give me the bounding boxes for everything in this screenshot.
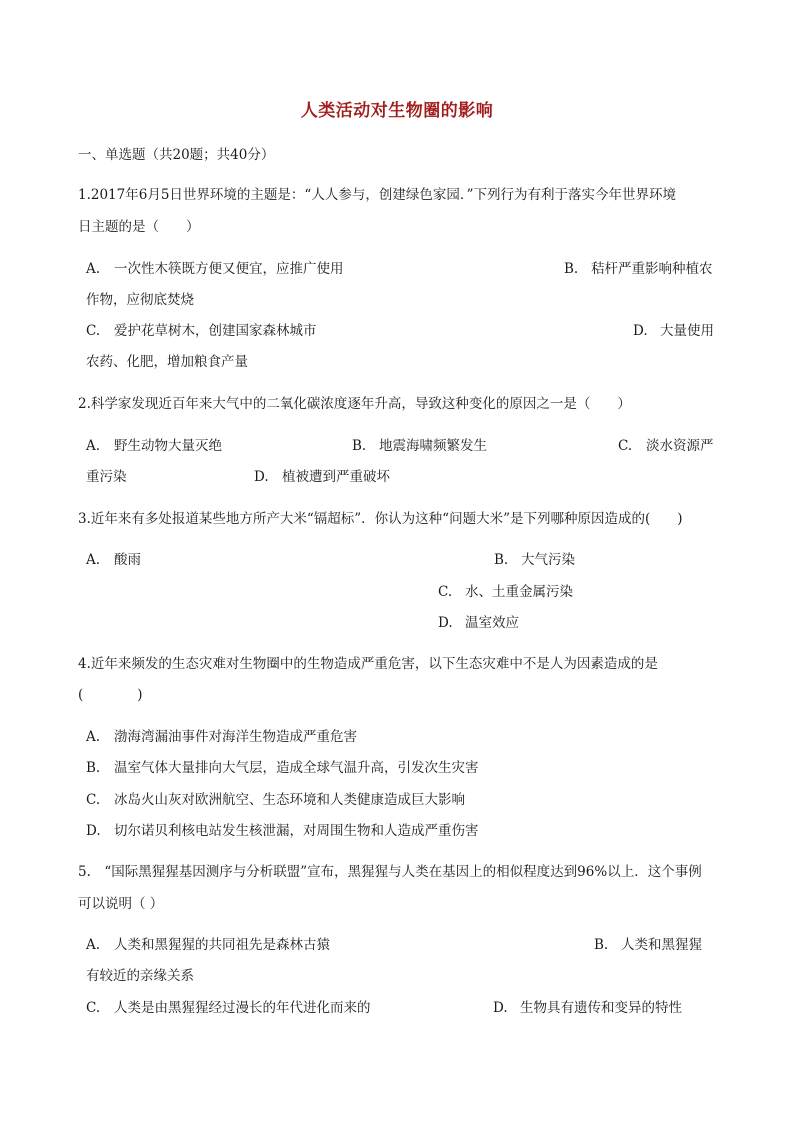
q5-option-c-label: C. xyxy=(86,1000,101,1016)
q2-option-c-text-cont: 重污染 xyxy=(86,469,127,485)
q2-option-b-label: B. xyxy=(352,438,367,454)
q5-option-b-text: 人类和黑猩猩 xyxy=(621,937,702,953)
q4-option-a-text: 渤海湾漏油事件对海洋生物造成严重危害 xyxy=(114,729,357,745)
q1-option-b-text-cont: 作物，应彻底焚烧 xyxy=(86,292,194,308)
q2-option-d-label: D. xyxy=(254,469,269,485)
section-heading: 一、单选题（共20题；共40分） xyxy=(78,147,275,163)
q5-stem-line1: 5. “国际黑猩猩基因测序与分析联盟”宣布，黑猩猩与人类在基因上的相似程度达到96%以上．这个事例 xyxy=(78,864,702,880)
q2-stem: 2.科学家发现近百年来大气中的二氧化碳浓度逐年升高，导致这种变化的原因之一是（ ） xyxy=(78,396,631,412)
page-title: 人类活动对生物圈的影响 xyxy=(300,101,494,121)
q1-stem-line1: 1.2017年6月5日世界环境的主题是：“人人参与，创建绿色家园．”下列行为有利于落实今年世界环境 xyxy=(78,187,676,203)
q1-option-d-label: D. xyxy=(633,323,648,339)
q5-option-a-text: 人类和黑猩猩的共同祖先是森林古猿 xyxy=(114,937,330,953)
q3-option-b-text: 大气污染 xyxy=(521,552,575,568)
q4-option-c-label: C. xyxy=(86,792,101,808)
q2-option-c-label: C. xyxy=(618,438,633,454)
q3-option-c-label: C. xyxy=(438,584,453,600)
q2-option-a-text: 野生动物大量灭绝 xyxy=(114,438,222,454)
q4-stem-line1: 4.近年来频发的生态灾难对生物圈中的生物造成严重危害，以下生态灾难中不是人为因素造成的是 xyxy=(78,656,658,672)
q4-stem-line2: ( ) xyxy=(78,687,143,703)
q4-option-a-label: A. xyxy=(86,729,101,745)
q5-option-d-label: D. xyxy=(493,1000,508,1016)
q5-stem-line2: 可以说明（ ） xyxy=(78,896,164,912)
q5-option-d-text: 生物具有遗传和变异的特性 xyxy=(520,1000,682,1016)
q3-option-a-label: A. xyxy=(86,552,101,568)
q1-option-a-label: A. xyxy=(86,261,101,277)
q1-option-b-text: 秸杆严重影响种植农 xyxy=(591,261,713,277)
q1-option-c-text: 爱护花草树木，创建国家森林城市 xyxy=(114,323,317,339)
q4-option-d-label: D. xyxy=(86,823,101,839)
q2-option-d-text: 植被遭到严重破坏 xyxy=(282,469,390,485)
q5-option-a-label: A. xyxy=(86,937,101,953)
q1-option-c-label: C. xyxy=(86,323,101,339)
q2-option-c-text: 淡水资源严 xyxy=(646,438,714,454)
q5-option-c-text: 人类是由黑猩猩经过漫长的年代进化而来的 xyxy=(114,1000,371,1016)
q3-stem: 3.近年来有多处报道某些地方所产大米“镉超标”．你认为这种“问题大米”是下列哪种原因造成的( ) xyxy=(78,511,683,527)
q4-option-c-text: 冰岛火山灰对欧洲航空、生态环境和人类健康造成巨大影响 xyxy=(114,792,465,808)
q3-option-c-text: 水、土重金属污染 xyxy=(465,584,573,600)
q1-option-b-label: B. xyxy=(564,261,579,277)
q2-option-b-text: 地震海啸频繁发生 xyxy=(379,438,487,454)
q3-option-a-text: 酸雨 xyxy=(114,552,141,568)
q4-option-b-label: B. xyxy=(86,760,101,776)
q1-stem-line2: 日主题的是（ ） xyxy=(78,219,200,235)
q5-option-b-text-cont: 有较近的亲缘关系 xyxy=(86,968,194,984)
q3-option-d-label: D. xyxy=(438,615,453,631)
q4-option-d-text: 切尔诺贝利核电站发生核泄漏，对周围生物和人造成严重伤害 xyxy=(114,823,479,839)
q1-option-a-text: 一次性木筷既方便又便宜，应推广使用 xyxy=(114,261,344,277)
q4-option-b-text: 温室气体大量排向大气层，造成全球气温升高，引发次生灾害 xyxy=(114,760,479,776)
q1-option-d-text-cont: 农药、化肥，增加粮食产量 xyxy=(86,354,248,370)
q1-option-d-text: 大量使用 xyxy=(660,323,714,339)
q5-option-b-label: B. xyxy=(594,937,609,953)
q3-option-d-text: 温室效应 xyxy=(465,615,519,631)
q3-option-b-label: B. xyxy=(494,552,509,568)
q2-option-a-label: A. xyxy=(86,438,101,454)
